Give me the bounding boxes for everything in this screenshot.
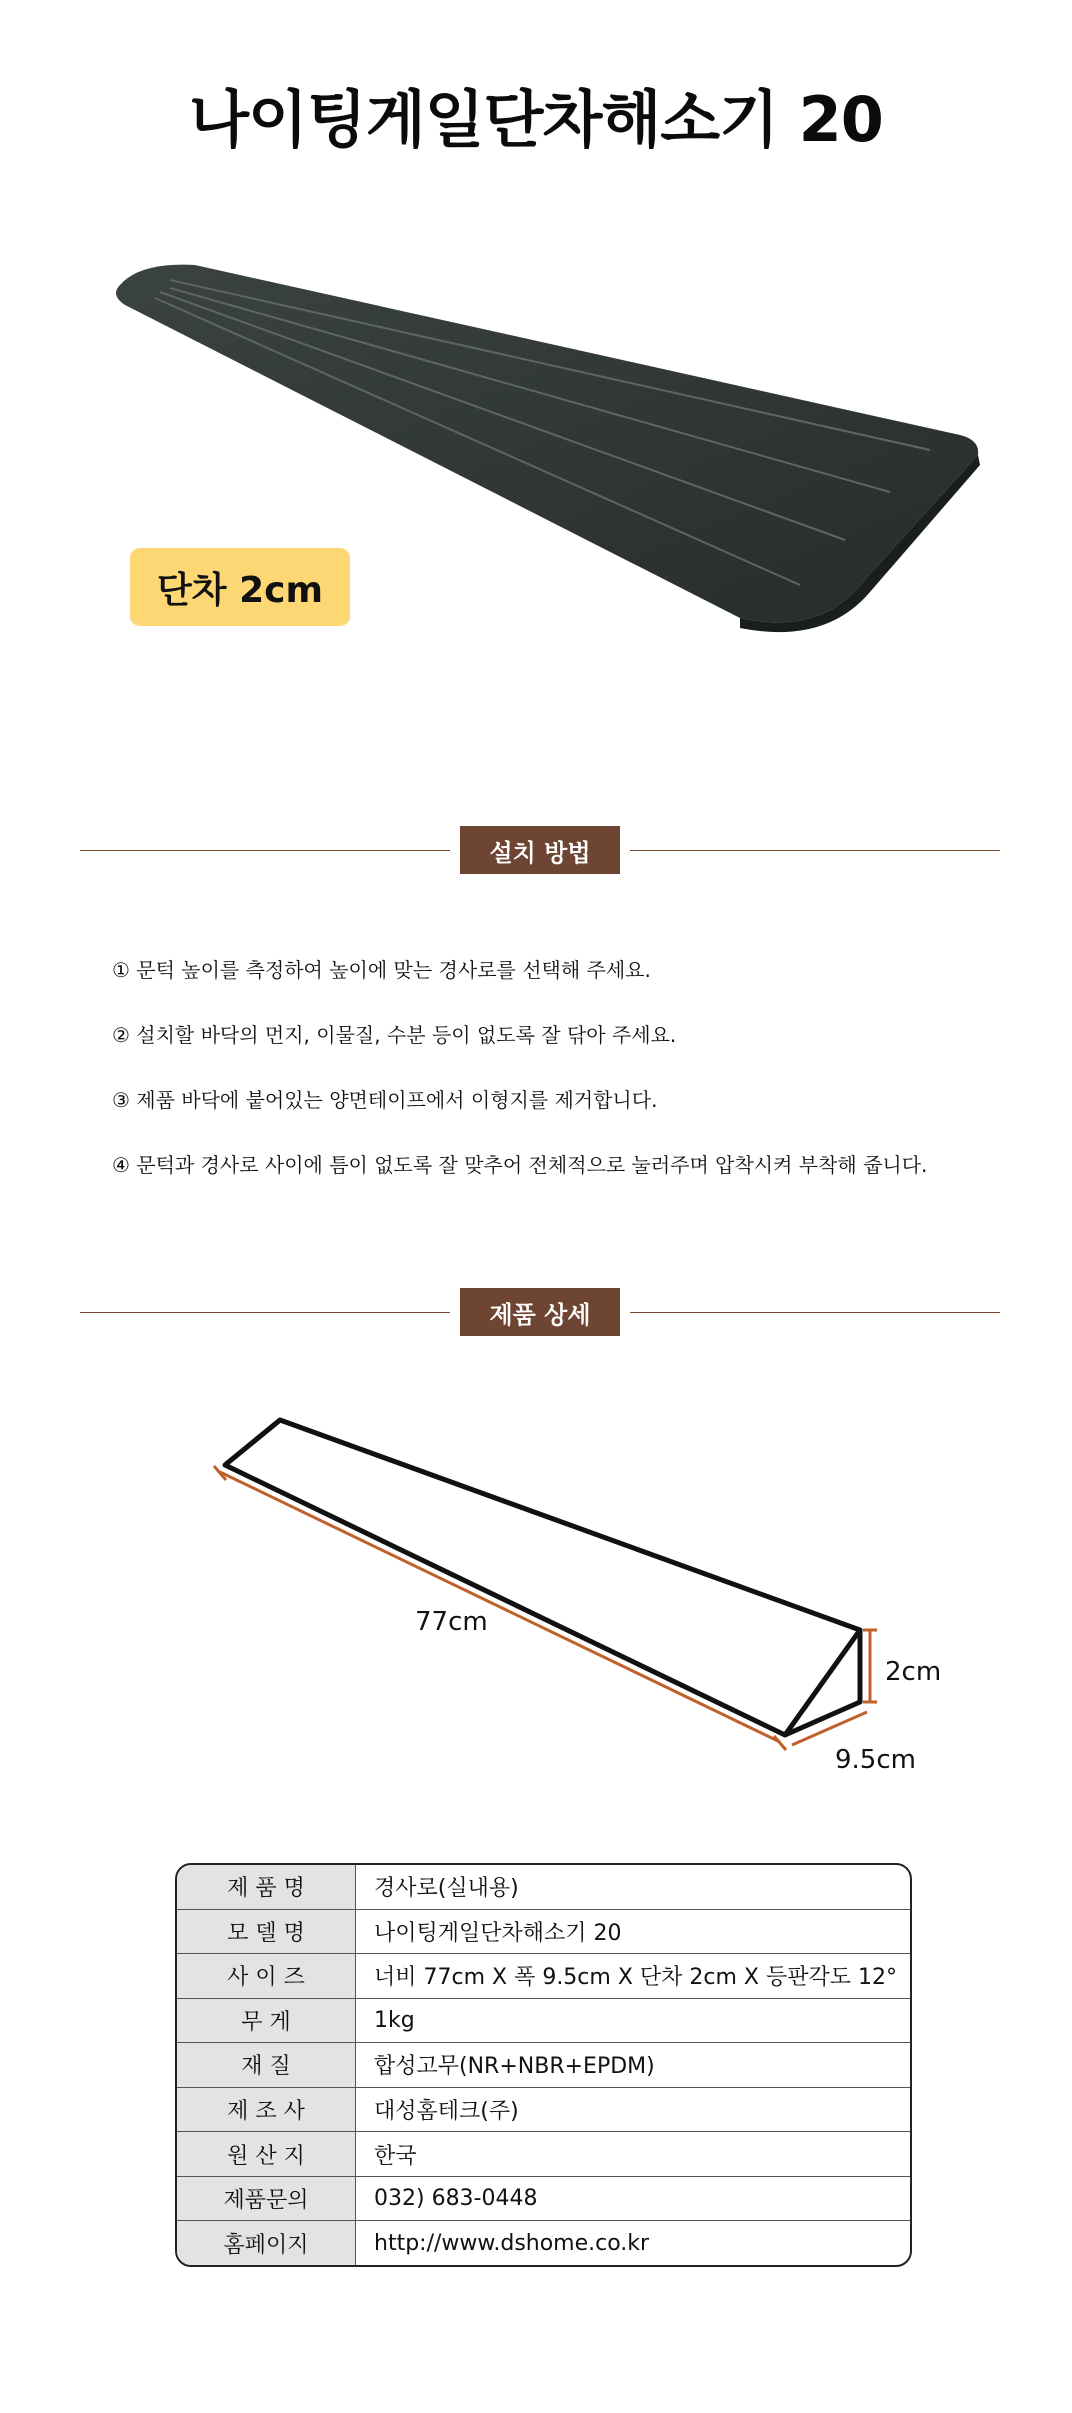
spec-value: http://www.dshome.co.kr xyxy=(374,2230,650,2256)
spec-value: 한국 xyxy=(356,2132,911,2177)
spec-value: 나이팅게일단차해소기 20 xyxy=(356,1909,911,1954)
list-item: ④ 문턱과 경사로 사이에 틈이 없도록 잘 맞추어 전체적으로 눌러주며 압착시켜 부착해 줍니다. xyxy=(112,1153,928,1177)
install-steps xyxy=(112,955,992,1215)
spec-key: 원 산 지 xyxy=(177,2132,356,2177)
spec-value: 032) 683-0448 xyxy=(356,2176,911,2221)
spec-key: 제 조 사 xyxy=(177,2087,356,2132)
table-row xyxy=(177,1909,910,1954)
detail-section-header xyxy=(80,1288,1000,1336)
divider xyxy=(630,850,1000,851)
table-row xyxy=(177,2043,910,2088)
spec-key: 재 질 xyxy=(177,2043,356,2088)
spec-key: 사 이 즈 xyxy=(177,1954,356,1999)
divider xyxy=(80,1312,450,1313)
spec-key: 제품문의 xyxy=(177,2176,356,2221)
spec-value: 합성고무(NR+NBR+EPDM) xyxy=(356,2043,911,2088)
table-row xyxy=(177,2087,910,2132)
spec-value: 1kg xyxy=(356,1998,911,2043)
table-row xyxy=(177,1865,910,1909)
spec-key: 제 품 명 xyxy=(177,1865,356,1909)
page-title: 나이팅게일단차해소기 20 xyxy=(189,83,883,156)
divider xyxy=(630,1312,1000,1313)
list-item: ① 문턱 높이를 측정하여 높이에 맞는 경사로를 선택해 주세요. xyxy=(112,958,651,982)
spec-key: 무 게 xyxy=(177,1998,356,2043)
list-item: ③ 제품 바닥에 붙어있는 양면테이프에서 이형지를 제거합니다. xyxy=(112,1088,658,1112)
spec-value: 경사로(실내용) xyxy=(356,1865,911,1909)
spec-value: 너비 77cm X 폭 9.5cm X 단차 2cm X 등판각도 12° xyxy=(356,1954,911,1999)
height-label: 2cm xyxy=(885,1657,942,1687)
table-row xyxy=(177,1998,910,2043)
table-row xyxy=(177,2132,910,2177)
install-heading: 설치 방법 xyxy=(460,826,620,874)
table-row xyxy=(177,2176,910,2221)
install-section-header xyxy=(80,826,1000,874)
table-row xyxy=(177,2221,910,2265)
dimension-diagram xyxy=(200,1390,960,1780)
spec-table xyxy=(175,1863,912,2267)
width-label: 9.5cm xyxy=(835,1745,916,1775)
ramp-outline xyxy=(225,1420,860,1735)
step-height-badge: 단차 2cm xyxy=(130,548,350,626)
divider xyxy=(80,850,450,851)
detail-heading: 제품 상세 xyxy=(460,1288,620,1336)
spec-key: 모 델 명 xyxy=(177,1909,356,1954)
spec-value: 대성홈테크(주) xyxy=(356,2087,911,2132)
list-item: ② 설치할 바닥의 먼지, 이물질, 수분 등이 없도록 잘 닦아 주세요. xyxy=(112,1023,677,1047)
length-label: 77cm xyxy=(415,1607,488,1637)
spec-key: 홈페이지 xyxy=(177,2221,356,2265)
table-row xyxy=(177,1954,910,1999)
